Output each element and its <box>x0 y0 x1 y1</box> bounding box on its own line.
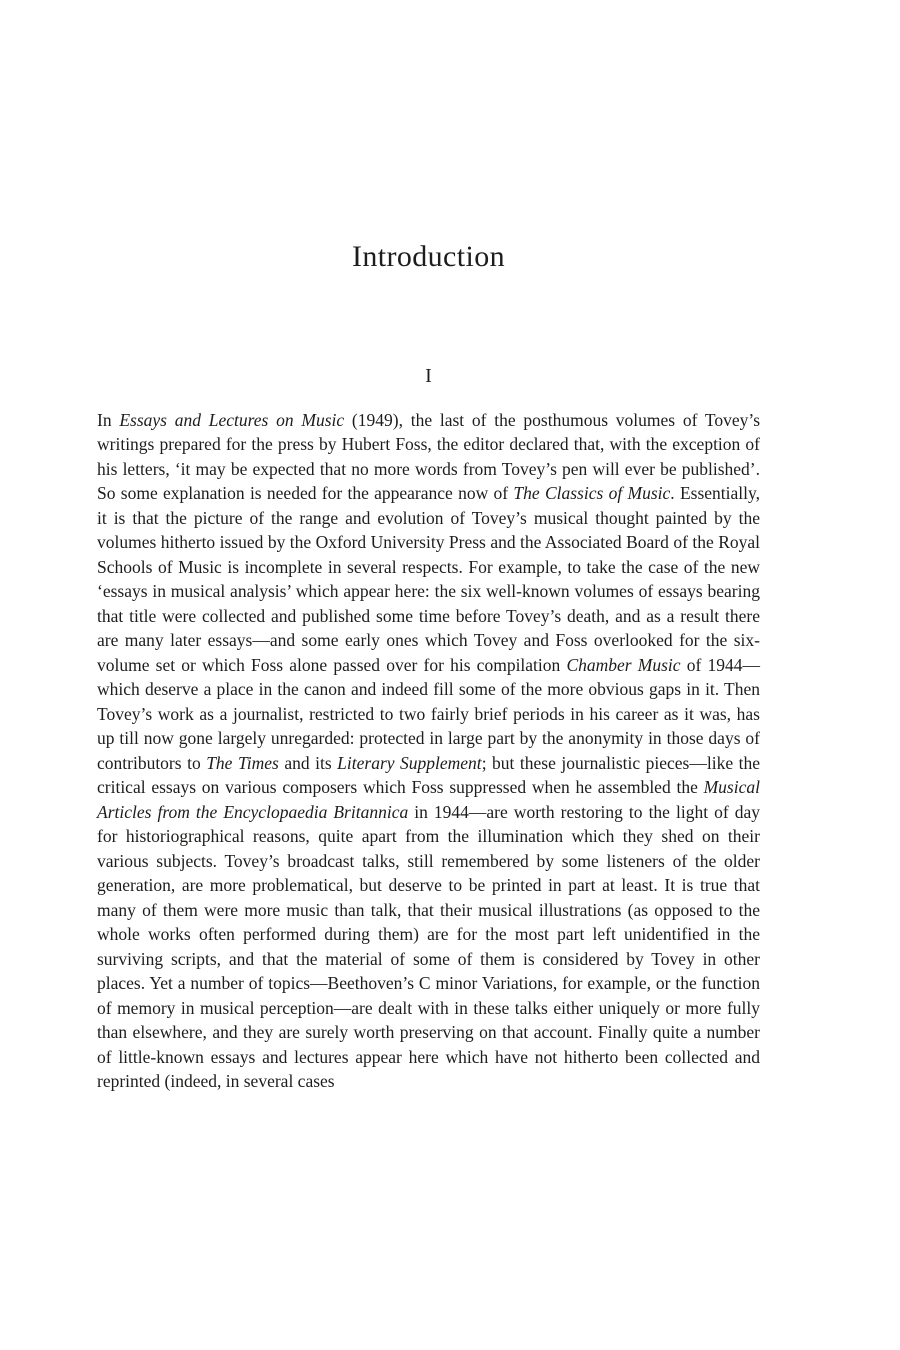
body-paragraph: In Essays and Lectures on Music (1949), the last of the posthumous volumes of Tovey’s writings prepared for the press by Hubert Foss, the editor declared that, with the exception of his letters, ‘it may be expected that no more words from Tovey’s pen will ever be published’. So some explanation is needed for the appearance now of The Classics of Music. Essentially, it is that the picture of the range and evolution of Tovey’s musical thought painted by the volumes hitherto issued by the Oxford University Press and the Associated Board of the Royal Schools of Music is incomplete in several respects. For example, to take the case of the new ‘essays in musical analysis’ which appear here: the six well-known volumes of essays bearing that title were collected and published some time before Tovey’s death, and as a result there are many later essays—and some early ones which Tovey and Foss overlooked for the six-volume set or which Foss alone passed over for his compilation Chamber Music of 1944—which deserve a place in the canon and indeed fill some of the more obvious gaps in it. Then Tovey’s work as a journalist, restricted to two fairly brief periods in his career as it was, has up till now gone largely unregarded: protected in large part by the anonymity in those days of contributors to The Times and its Literary Supplement; but these journalistic pieces—like the critical essays on various composers which Foss suppressed when he assembled the Musical Articles from the Encyclopaedia Britannica in 1944—are worth restoring to the light of day for historiographical reasons, quite apart from the illumination which they shed on their various subjects. Tovey’s broadcast talks, still remembered by some listeners of the older generation, are more problematical, but deserve to be printed in part at least. It is true that many of them were more music than talk, that their musical illustrations (as opposed to the whole works often performed during them) are for the most part left unidentified in the surviving scripts, and that the material of some of them is considered by Tovey in other places. Yet a number of topics—Beethoven’s C minor Variations, for example, or the function of memory in musical perception—are dealt with in these talks either uniquely or more fully than elsewhere, and they are surely worth preserving on that account. Finally quite a number of little-known essays and lectures appear here which have not hitherto been collected and reprinted (indeed, in several cases <box>97 409 761 1091</box>
page-title: Introduction <box>351 240 506 273</box>
section-numeral: I <box>425 364 432 387</box>
